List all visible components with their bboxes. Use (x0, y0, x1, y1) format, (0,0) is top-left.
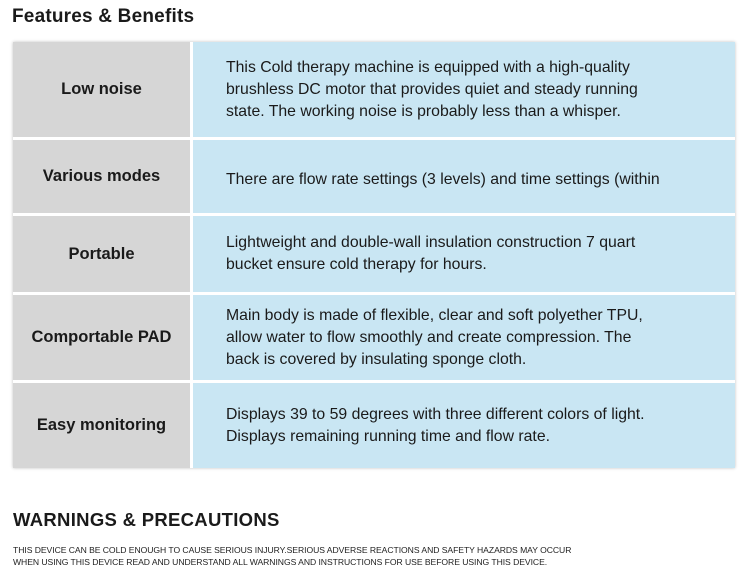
feature-description: There are flow rate settings (3 levels) and time settings (within (226, 170, 660, 188)
feature-label: Various modes (13, 140, 190, 213)
feature-description: Lightweight and double-wall insulation construction 7 quart bucket ensure cold therapy for hours. (226, 234, 636, 273)
warnings-title: WARNINGS & PRECAUTIONS (13, 509, 280, 530)
features-title: Features & Benefits (12, 6, 195, 27)
feature-label: Portable (13, 216, 190, 292)
feature-row-easy-monitoring (13, 383, 735, 468)
feature-description-cell (193, 140, 735, 213)
feature-row-comportable-pad (13, 295, 735, 380)
feature-description-cell (193, 383, 735, 468)
feature-label: Low noise (13, 42, 190, 137)
feature-description-cell (193, 216, 735, 292)
feature-label: Easy monitoring (13, 383, 190, 468)
feature-description-cell (193, 42, 735, 137)
feature-row-portable (13, 216, 735, 292)
feature-description: Displays 39 to 59 degrees with three different colors of light. Displays remaining running time and flow rate. (226, 405, 645, 445)
feature-description-cell (193, 295, 735, 380)
warnings-text: THIS DEVICE CAN BE COLD ENOUGH TO CAUSE SERIOUS INJURY.SERIOUS ADVERSE REACTIONS AND SAFETY HAZARDS MAY OCCUR WHEN USING THIS DEVICE READ AND UNDERSTAND ALL WARNINGS AND INSTRUCTIONS FOR USE BEFORE USING THIS DEVICE. (13, 545, 572, 567)
feature-description: This Cold therapy machine is equipped with a high-quality brushless DC motor that provides quiet and steady running state. The working noise is probably less than a whisper. (226, 58, 638, 120)
features-table (13, 42, 735, 468)
feature-row-various-modes (13, 140, 735, 213)
feature-row-low-noise (13, 42, 735, 137)
feature-description: Main body is made of flexible, clear and soft polyether TPU, allow water to flow smoothly and create compression. The back is covered by insulating sponge cloth. (226, 306, 643, 368)
feature-label: Comportable PAD (13, 295, 190, 380)
